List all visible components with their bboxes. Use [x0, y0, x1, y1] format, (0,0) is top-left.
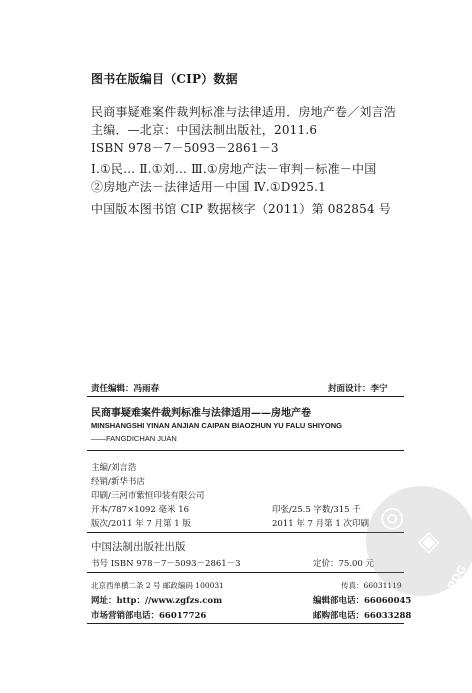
watermark-glyph: ◈: [418, 524, 440, 557]
cip-record-number: 中国版本图书馆 CIP 数据核字（2011）第 082854 号: [91, 202, 392, 216]
print-sheet-wordcount: 印张/25.5 字数/315 千: [272, 505, 361, 515]
divider-publisher: [87, 572, 404, 573]
responsible-editor: 责任编辑：冯雨春: [91, 384, 160, 394]
divider-credits: [87, 396, 404, 397]
cover-designer: 封面设计：李宁: [328, 384, 388, 394]
publisher-name: 中国法制出版社出版: [91, 541, 186, 553]
mail-order-phone: 邮购部电话：66033288: [313, 611, 412, 621]
price: 定价：75.00 元: [313, 559, 375, 569]
cip-heading: 图书在版编目（CIP）数据: [91, 72, 238, 86]
cip-subject-line-1: Ⅰ.①民… Ⅱ.①刘… Ⅲ.①房地产法－审判－标准－中国: [91, 162, 377, 176]
cip-title-line: 民商事疑难案件裁判标准与法律适用．房地产卷／刘言浩: [91, 105, 397, 119]
watermark-seal: [366, 486, 472, 596]
cip-editor-line: 主编．—北京：中国法制出版社，2011.6: [91, 123, 318, 137]
divider-title: [87, 450, 404, 451]
editorial-phone: 编辑部电话：66060045: [313, 596, 412, 606]
printer: 印刷/三河市紫恒印装有限公司: [91, 491, 205, 501]
cip-isbn: ISBN 978－7－5093－2861－3: [91, 141, 279, 155]
publisher-website[interactable]: 网址：http：//www.zgfzs.com: [91, 596, 223, 606]
distributor: 经销/新华书店: [91, 477, 145, 487]
watermark-glyph: ◎: [380, 500, 405, 533]
impression: 2011 年 7 月第 1 次印刷: [272, 519, 369, 529]
publisher-fax: 传真：66031119: [341, 581, 402, 590]
divider-publication: [87, 532, 404, 533]
book-title: 民商事疑难案件裁判标准与法律适用——房地产卷: [91, 408, 311, 419]
cip-subject-line-2: ②房地产法－法律适用－中国 Ⅳ.①D925.1: [91, 180, 326, 194]
book-number: 书号 ISBN 978－7－5093－2861－3: [91, 559, 241, 569]
chief-editor: 主编/刘言浩: [91, 463, 137, 473]
publisher-address: 北京西单横二条 2 号 邮政编码 100031: [91, 581, 224, 590]
book-subtitle-pinyin: ——FANGDICHAN JUAN: [91, 434, 177, 443]
marketing-phone: 市场营销部电话：66017726: [91, 611, 207, 621]
divider-bottom: [87, 623, 404, 624]
book-format: 开本/787×1092 毫米 16: [91, 505, 190, 515]
book-title-pinyin: MINSHANGSHI YINAN ANJIAN CAIPAN BIAOZHUN YU FALU SHIYONG: [91, 421, 342, 430]
edition: 版次/2011 年 7 月第 1 版: [91, 519, 191, 529]
watermark-label: PDG: [444, 562, 470, 593]
